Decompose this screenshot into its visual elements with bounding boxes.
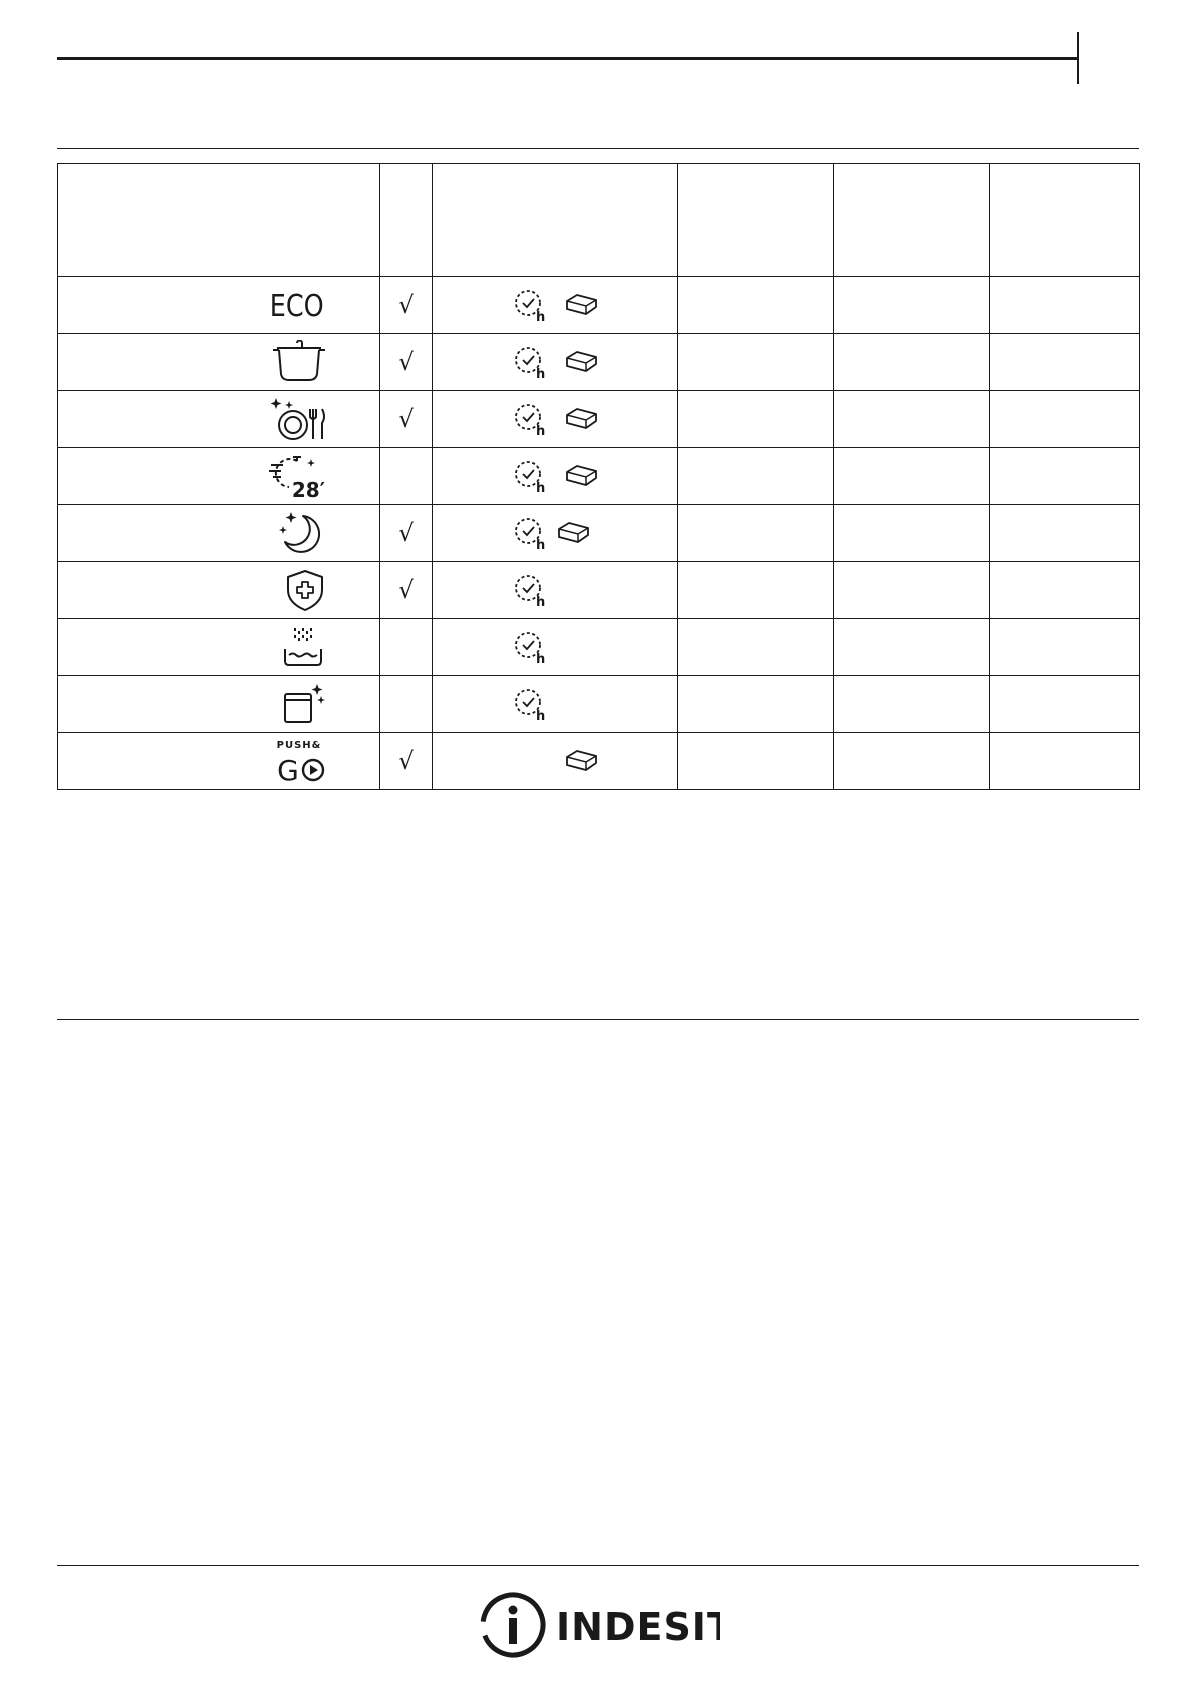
page-marker-tick	[1077, 32, 1079, 84]
quick-28-icon	[267, 453, 327, 499]
value-cell	[678, 676, 834, 733]
table-row	[58, 562, 1140, 619]
value-cell	[990, 676, 1140, 733]
svg-text:h: h	[536, 709, 546, 721]
value-cell	[678, 733, 834, 790]
options-cell	[433, 619, 678, 676]
tablet-icon	[563, 292, 599, 318]
value-cell	[990, 448, 1140, 505]
svg-text:h: h	[536, 367, 546, 379]
delay-start-icon	[513, 402, 547, 436]
program-cell-self-clean	[58, 676, 380, 733]
value-cell	[678, 505, 834, 562]
options-cell	[433, 391, 678, 448]
value-cell	[834, 562, 990, 619]
tablet-icon	[563, 748, 599, 774]
delay-start-icon	[513, 573, 547, 607]
program-cell-push-and-go	[58, 733, 380, 790]
table-row	[58, 505, 1140, 562]
moon-stars-icon	[277, 510, 327, 556]
program-cell-intensive	[58, 334, 380, 391]
header-cell-options	[433, 164, 678, 277]
brand-logo	[480, 1590, 720, 1665]
check-cell: √	[380, 391, 433, 448]
check-cell	[380, 619, 433, 676]
soak-basin-icon	[279, 625, 327, 669]
options-cell	[433, 334, 678, 391]
tablet-icon	[555, 520, 591, 546]
table-row	[58, 619, 1140, 676]
value-cell	[678, 391, 834, 448]
section-rule-middle	[57, 1019, 1139, 1020]
brand-name: INDESIT	[556, 1605, 720, 1649]
table-row	[58, 334, 1140, 391]
program-cell-soak	[58, 619, 380, 676]
program-cell-eco	[58, 277, 380, 334]
value-cell	[678, 277, 834, 334]
value-cell	[990, 277, 1140, 334]
header-cell-program	[58, 164, 380, 277]
svg-text:h: h	[536, 424, 546, 436]
svg-text:h: h	[536, 310, 546, 322]
check-cell: √	[380, 505, 433, 562]
footer-rule	[57, 1565, 1139, 1566]
header-cell-col6	[990, 164, 1140, 277]
delay-start-icon	[513, 288, 547, 322]
header-cell-col4	[678, 164, 834, 277]
options-cell	[433, 676, 678, 733]
program-cell-night	[58, 505, 380, 562]
table-row	[58, 277, 1140, 334]
check-cell: √	[380, 277, 433, 334]
delay-start-icon	[513, 687, 547, 721]
svg-text:h: h	[536, 481, 546, 493]
svg-text:h: h	[536, 652, 546, 664]
program-cell-sanitizing	[58, 562, 380, 619]
table-row	[58, 733, 1140, 790]
check-cell: √	[380, 334, 433, 391]
value-cell	[990, 619, 1140, 676]
value-cell	[990, 733, 1140, 790]
table-row	[58, 448, 1140, 505]
check-cell	[380, 448, 433, 505]
check-cell	[380, 676, 433, 733]
value-cell	[678, 619, 834, 676]
delay-start-icon	[513, 516, 547, 550]
machine-sparkle-icon	[279, 682, 327, 726]
header-cell-col5	[834, 164, 990, 277]
value-cell	[678, 334, 834, 391]
value-cell	[834, 619, 990, 676]
eco-text-icon	[267, 287, 327, 323]
value-cell	[834, 448, 990, 505]
options-cell	[433, 562, 678, 619]
tablet-icon	[563, 463, 599, 489]
value-cell	[678, 448, 834, 505]
plate-cutlery-sparkle-icon	[271, 395, 327, 443]
section-rule-top	[57, 148, 1139, 149]
program-table	[57, 163, 1140, 790]
value-cell	[990, 505, 1140, 562]
push-go-bottom-text: G	[277, 754, 299, 784]
pot-icon	[271, 340, 327, 384]
delay-start-icon	[513, 345, 547, 379]
tablet-icon	[563, 349, 599, 375]
program-cell-quick	[58, 448, 380, 505]
push-go-icon	[271, 738, 327, 784]
value-cell	[990, 391, 1140, 448]
indesit-logo-icon	[480, 1590, 720, 1660]
value-cell	[834, 676, 990, 733]
options-cell	[433, 733, 678, 790]
header-rule	[57, 57, 1078, 60]
value-cell	[990, 562, 1140, 619]
table-row	[58, 676, 1140, 733]
eco-text: ECO	[269, 287, 324, 323]
value-cell	[834, 334, 990, 391]
value-cell	[834, 277, 990, 334]
svg-text:h: h	[536, 538, 546, 550]
options-cell	[433, 277, 678, 334]
check-cell: √	[380, 562, 433, 619]
tablet-icon	[563, 406, 599, 432]
table-header-row	[58, 164, 1140, 277]
delay-start-icon	[513, 459, 547, 493]
value-cell	[834, 391, 990, 448]
delay-start-icon	[513, 630, 547, 664]
shield-cross-icon	[283, 568, 327, 612]
value-cell	[834, 505, 990, 562]
svg-text:h: h	[536, 595, 546, 607]
quick-28-text: 28′	[291, 478, 325, 499]
program-cell-normal	[58, 391, 380, 448]
check-cell: √	[380, 733, 433, 790]
value-cell	[834, 733, 990, 790]
options-cell	[433, 448, 678, 505]
options-cell	[433, 505, 678, 562]
value-cell	[678, 562, 834, 619]
value-cell	[990, 334, 1140, 391]
header-cell-check	[380, 164, 433, 277]
table-row	[58, 391, 1140, 448]
push-go-top-text: PUSH&	[276, 740, 322, 751]
